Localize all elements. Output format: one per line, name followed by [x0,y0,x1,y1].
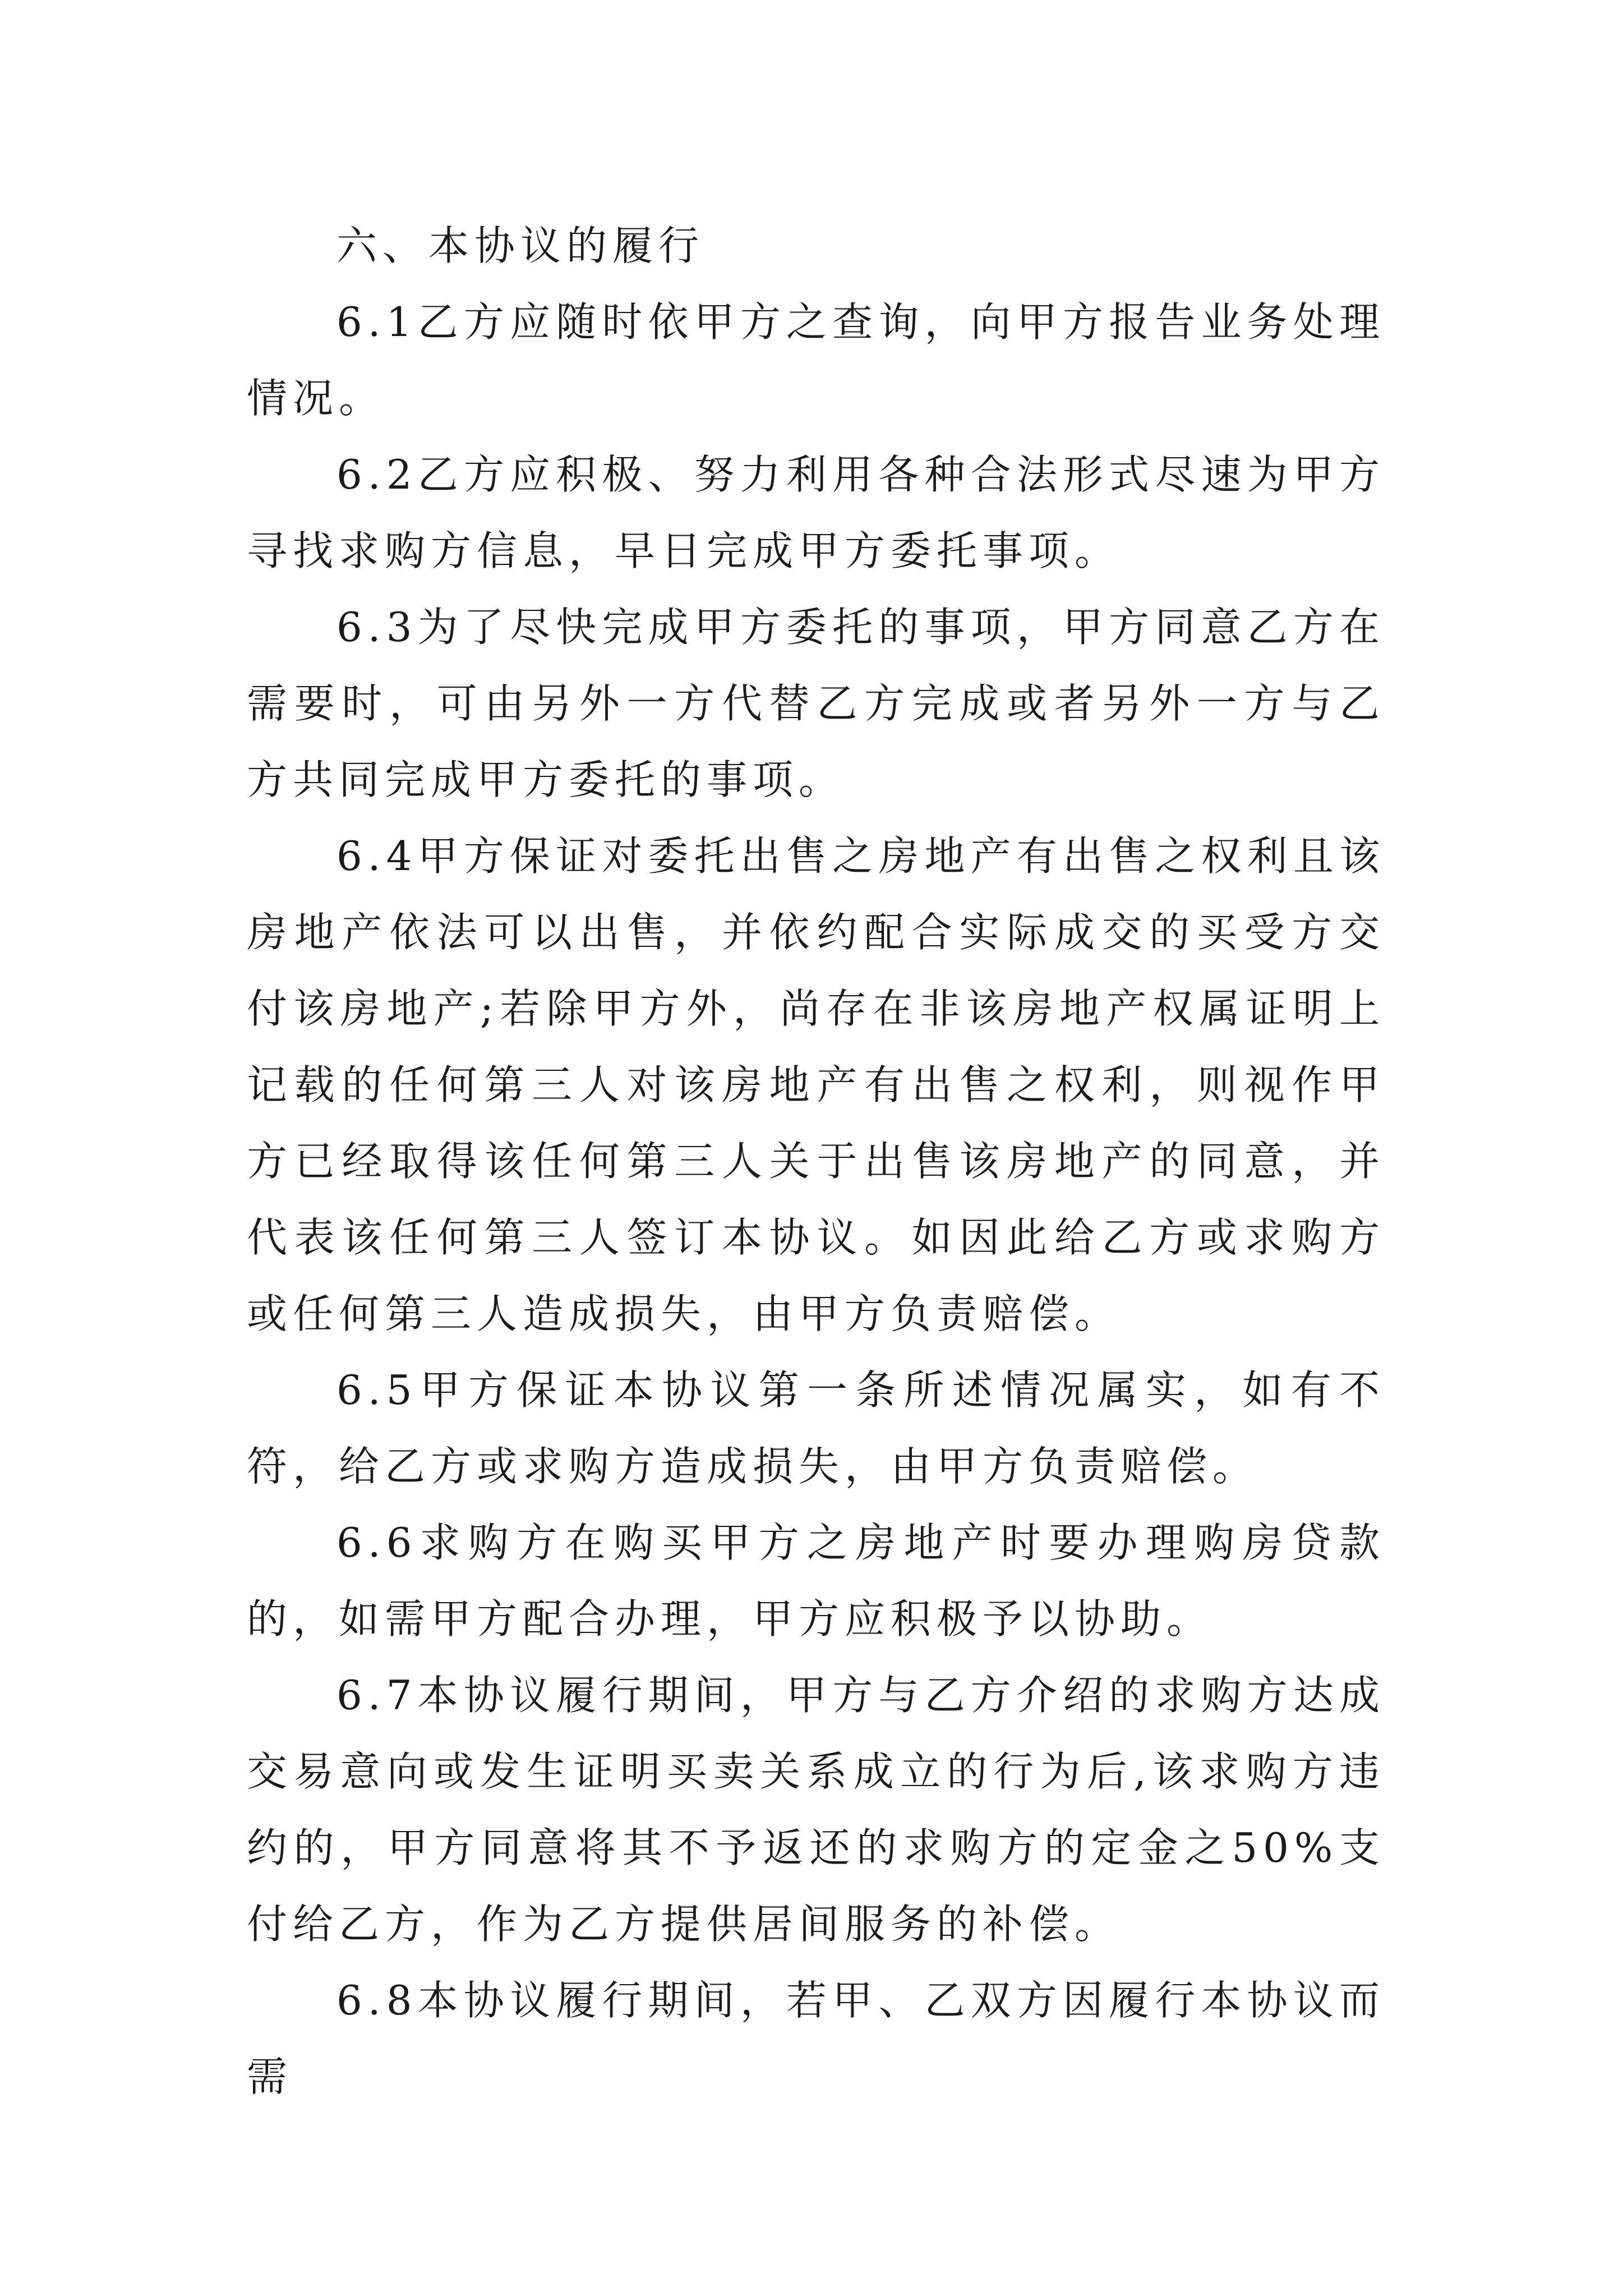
clause-6-6: 6.6求购方在购买甲方之房地产时要办理购房贷款的，如需甲方配合办理，甲方应积极予以协助。 [247,1519,1385,1642]
section-heading: 六、本协议的履行 [336,222,705,269]
clause-6-8: 6.8本协议履行期间，若甲、乙双方因履行本协议而需 [247,1977,1385,2100]
clause-6-7: 6.7本协议履行期间，甲方与乙方介绍的求购方达成交易意向或发生证明买卖关系成立的行为后,该求购方违约的，甲方同意将其不予返还的求购方的定金之50%支付给乙方，作为乙方提供居间服务的补偿。 [247,1672,1385,1948]
document-body [247,208,1385,2115]
clause-6-4: 6.4甲方保证对委托出售之房地产有出售之权利且该房地产依法可以出售，并依约配合实际成交的买受方交付该房地产;若除甲方外，尚存在非该房地产权属证明上记载的任何第三人对该房地产有出售之权利，则视作甲方已经取得该任何第三人关于出售该房地产的同意，并代表该任何第三人签订本协议。如因此给乙方或求购方或任何第三人造成损失，由甲方负责赔偿。 [247,832,1385,1337]
clause-6-1: 6.1乙方应随时依甲方之查询，向甲方报告业务处理情况。 [247,298,1385,422]
clause-6-3: 6.3为了尽快完成甲方委托的事项，甲方同意乙方在需要时，可由另外一方代替乙方完成或者另外一方与乙方共同完成甲方委托的事项。 [247,604,1385,803]
clause-6-2: 6.2乙方应积极、努力利用各种合法形式尽速为甲方寻找求购方信息，早日完成甲方委托事项。 [247,451,1385,574]
clause-6-5: 6.5甲方保证本协议第一条所述情况属实，如有不符，给乙方或求购方造成损失，由甲方负责赔偿。 [247,1366,1385,1490]
